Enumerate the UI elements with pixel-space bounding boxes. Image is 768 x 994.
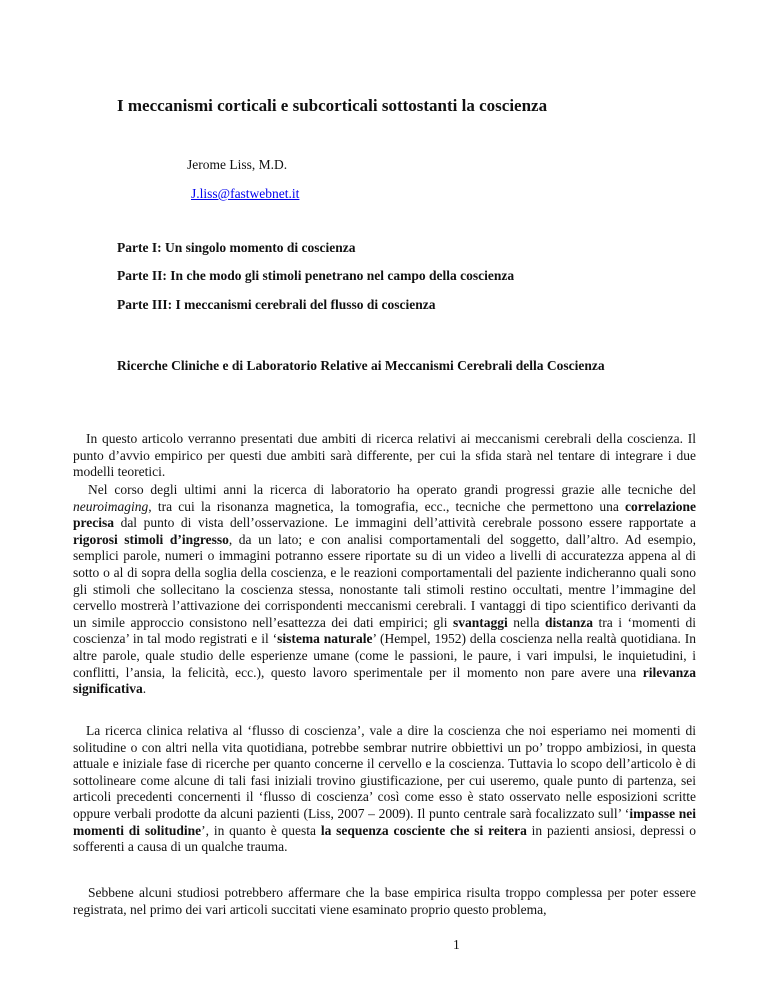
paragraph-3 (73, 723, 696, 856)
part-2-heading: Parte II: In che modo gli stimoli penetrano nel campo della coscienza (117, 268, 515, 283)
emphasis-bold: la sequenza cosciente che si reitera (320, 822, 527, 838)
text: Nel corso degli ultimi anni la ricerca di laboratorio ha operato grandi progressi grazie alle tecniche del (88, 482, 696, 497)
text: ’, in quanto è questa (201, 822, 321, 838)
paragraph-4: Sebbene alcuni studiosi potrebbero affermare che la base empirica risulta troppo complessa per poter essere registrata, nel primo dei vari articoli succitati viene esaminato proprio questo problema, (73, 885, 696, 917)
author-name: Jerome Liss, M.D. (187, 157, 288, 172)
section-heading: Ricerche Cliniche e di Laboratorio Relative ai Meccanismi Cerebrali della Coscienza (117, 358, 605, 373)
text: in pazienti ansiosi, depressi o sofferenti a causa di un qualche trauma. (73, 822, 697, 855)
part-1-heading: Parte I: Un singolo momento di coscienza (117, 240, 356, 255)
paragraph-2 (73, 482, 696, 698)
emphasis-bold: svantaggi (453, 614, 508, 630)
emphasis-bold: sistema naturale (277, 631, 373, 647)
text: tra i ‘momenti di coscienza’ in tal modo registrati e il ‘ (73, 614, 696, 647)
paragraph-1: In questo articolo verranno presentati due ambiti di ricerca relativi ai meccanismi cerebrali della coscienza. Il punto d’avvio empirico per questi due ambiti sarà differente, per cui la sfida starà nel tentare di integrare i due modelli teoretici. (73, 431, 696, 480)
emphasis-bold: rilevanza significativa (73, 664, 696, 697)
emphasis-bold: rigorosi stimoli d’ingresso (73, 531, 229, 547)
emphasis-italic: neuroimaging (73, 498, 149, 514)
emphasis-bold: distanza (545, 614, 594, 630)
author-email-link[interactable]: J.liss@fastwebnet.it (191, 186, 300, 201)
text: dal punto di vista dell’osservazione. Le immagini dell’attività cerebrale possono essere rapportate a (114, 515, 696, 531)
part-3-heading: Parte III: I meccanismi cerebrali del flusso di coscienza (117, 297, 436, 312)
text: ’ (Hempel, 1952) della coscienza nella realtà quotidiana. In altre parole, quale studio delle esperienze umane (come le passioni, le paure, i vari impulsi, le inquietudini, i conflitti, l’ansia, la felicità, ecc.), questo lavoro sperimentale per il momento non pare avere una (73, 631, 696, 680)
document-title: I meccanismi corticali e subcorticali sottostanti la coscienza (117, 96, 548, 115)
page-number: 1 (453, 937, 460, 952)
emphasis-bold: impasse nei momenti di solitudine (73, 805, 696, 838)
text: , da un lato; e con analisi comportamentali del soggetto, dall’altro. Ad esempio, semplici parole, numeri o immagini potranno essere riportate su di un video a livelli di accuratezza appena al di sotto o al di sopra della soglia della coscienza, e le reazioni comportamentali del paziente indicheranno quali sono gli stimoli che sollecitano la coscienza stessa, nonostante tali stimoli restino occultati, mentre l’immagine del cervello mostrerà l’attivazione dei corrispondenti meccanismi cerebrali. I vantaggi di tipo scientifico derivanti da un simile approccio consistono nell’esattezza dei dati empirici; gli (73, 531, 696, 630)
text: La ricerca clinica relativa al ‘flusso di coscienza’, vale a dire la coscienza che noi esperiamo nei momenti di solitudine o con altri nella vita quotidiana, potrebbe sembrar nutrire obbiettivi un po’ troppo ambiziosi, in questa attuale e iniziale fase di ricerche per quanto concerne il cervello e la coscienza. Tuttavia lo scopo dell’articolo è di sottolineare come alcune di tali fasi iniziali trovino giustificazione, per cui useremo, quale punto di partenza, sei articoli precedenti concernenti il ‘flusso di coscienza’ così come esso è stato osservato nelle esposizioni scritte oppure verbali prodotte da alcuni pazienti (Liss, 2007 – 2009). Il punto centrale sarà focalizzato sull’ ‘ (73, 723, 696, 821)
text: . (142, 681, 147, 697)
emphasis-bold: correlazione precisa (73, 498, 696, 531)
text: , tra cui la risonanza magnetica, la tomografia, ecc., tecniche che permettono una (148, 498, 626, 514)
text: nella (507, 614, 546, 630)
